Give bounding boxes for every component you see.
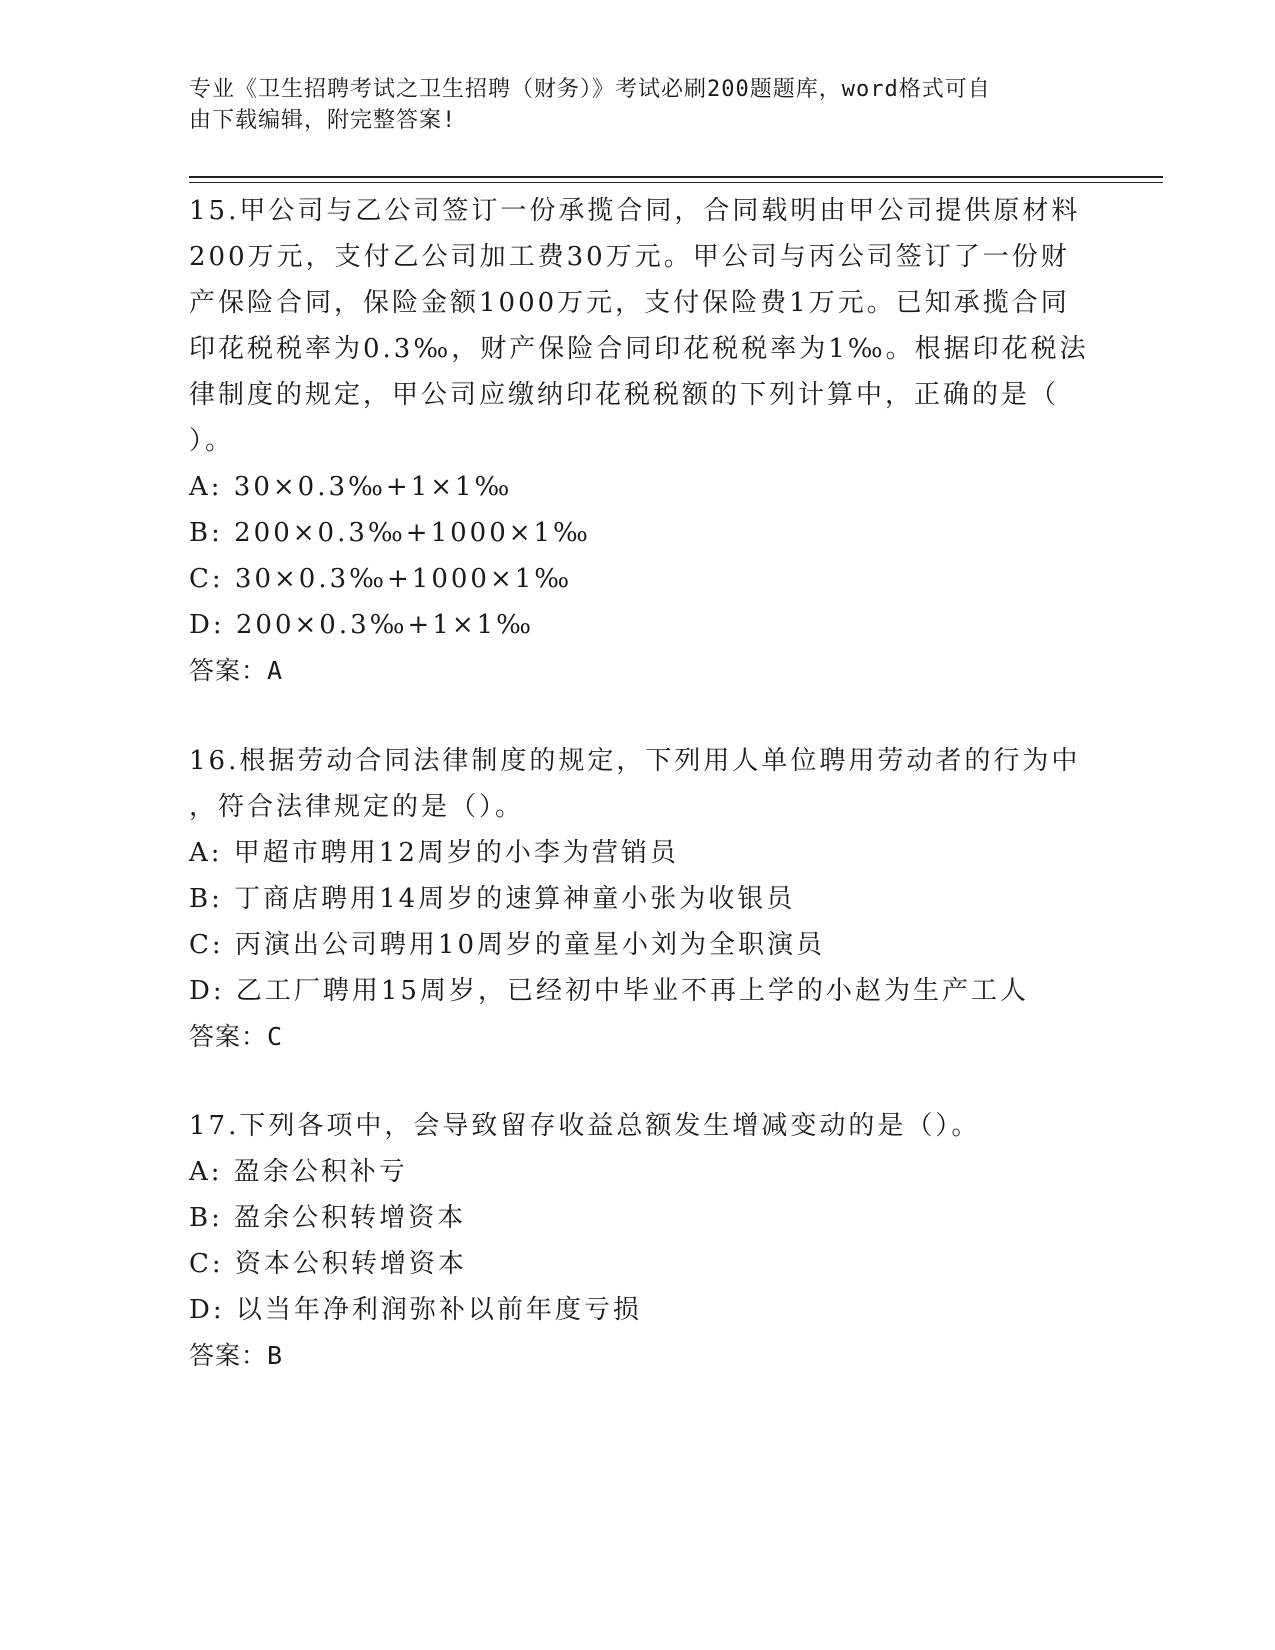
header-line-2: 由下载编辑，附完整答案! <box>189 108 457 133</box>
option-a: A: 盈余公积补亏 <box>189 1157 408 1187</box>
header-divider-thin <box>189 182 1163 183</box>
option-b: B: 丁商店聘用14周岁的速算神童小张为收银员 <box>189 884 796 914</box>
header-divider-thick <box>189 176 1163 178</box>
option-c: C: 资本公积转增资本 <box>189 1249 467 1279</box>
document-header <box>189 74 1079 136</box>
option-b: B: 盈余公积转增资本 <box>189 1203 467 1233</box>
option-d: D: 200×0.3‰+1×1‰ <box>189 610 535 640</box>
option-a: A: 30×0.3‰+1×1‰ <box>189 472 513 502</box>
question-stem-line: 200万元，支付乙公司加工费30万元。甲公司与丙公司签订了一份财 <box>189 242 1070 272</box>
question-15 <box>189 188 1089 694</box>
answer: 答案：A <box>189 656 284 685</box>
option-d: D: 乙工厂聘用15周岁，已经初中毕业不再上学的小赵为生产工人 <box>189 976 1029 1006</box>
answer: 答案：C <box>189 1022 284 1051</box>
option-a: A: 甲超市聘用12周岁的小李为营销员 <box>189 838 679 868</box>
answer: 答案：B <box>189 1341 284 1370</box>
question-17 <box>189 1103 1089 1379</box>
option-c: C: 丙演出公司聘用10周岁的童星小刘为全职演员 <box>189 930 826 960</box>
question-stem-line: ，符合法律规定的是（）。 <box>189 792 525 822</box>
question-stem-line: 律制度的规定，甲公司应缴纳印花税税额的下列计算中，正确的是（ <box>189 380 1060 410</box>
option-c: C: 30×0.3‰+1000×1‰ <box>189 564 573 594</box>
question-stem-line: ）。 <box>189 426 235 456</box>
option-d: D: 以当年净利润弥补以前年度亏损 <box>189 1295 642 1325</box>
question-16 <box>189 738 1089 1060</box>
question-stem-line: 15.甲公司与乙公司签订一份承揽合同，合同载明由甲公司提供原材料 <box>189 196 1081 226</box>
question-stem-line: 印花税税率为0.3‰，财产保险合同印花税税率为1‰。根据印花税法 <box>189 334 1089 364</box>
question-stem-line: 产保险合同，保险金额1000万元，支付保险费1万元。已知承揽合同 <box>189 288 1070 318</box>
question-stem-line: 17.下列各项中，会导致留存收益总额发生增减变动的是（）。 <box>189 1111 981 1141</box>
header-line-1: 专业《卫生招聘考试之卫生招聘（财务）》考试必刷200题题库，word格式可自 <box>189 77 991 102</box>
option-b: B: 200×0.3‰+1000×1‰ <box>189 518 591 548</box>
question-stem-line: 16.根据劳动合同法律制度的规定，下列用人单位聘用劳动者的行为中 <box>189 746 1081 776</box>
